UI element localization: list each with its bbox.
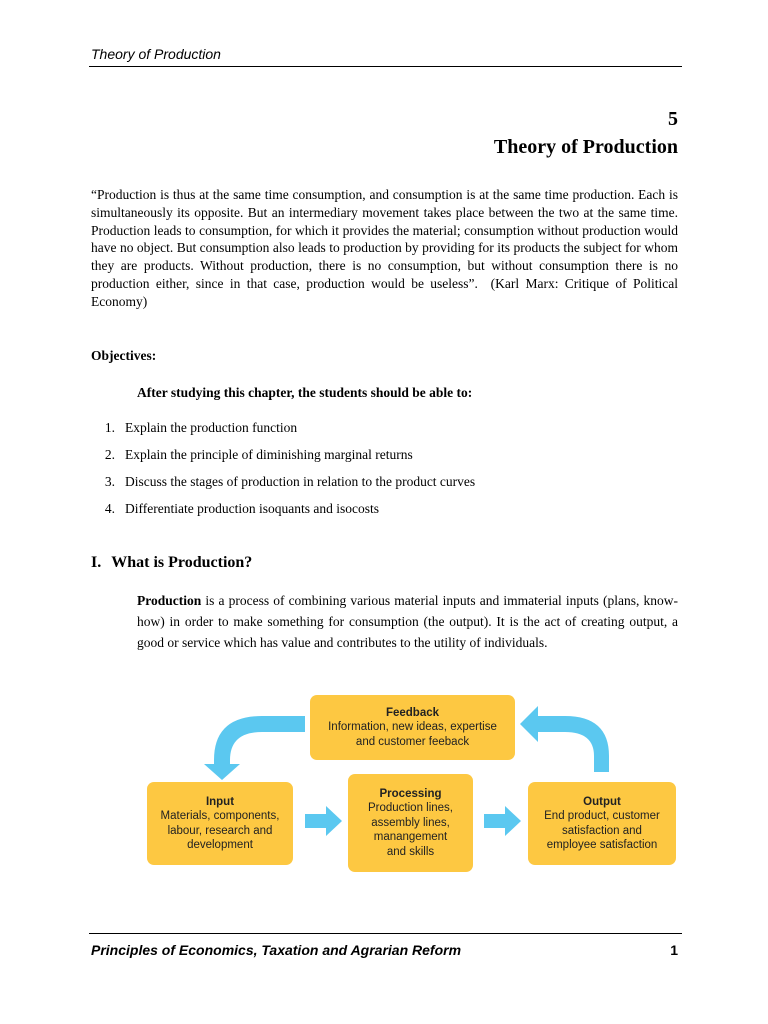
running-header: Theory of Production (91, 46, 221, 62)
feedback-box: Feedback Information, new ideas, expertise and customer feeback (310, 695, 515, 760)
objectives-list (91, 420, 475, 528)
production-definition: Production is a process of combining various material inputs and immaterial inputs (plans, know-how) in order to make something for consumption (the output). It is the act of creating output, a good or service which has value and contributes to the utility of individuals. (137, 593, 679, 650)
objective-item: 1. Explain the production function (104, 420, 298, 435)
section-heading: I. What is Production? (91, 554, 253, 571)
processing-box: Processing Production lines, assembly lines, manangement and skills (348, 774, 473, 872)
header-rule (89, 66, 682, 67)
footer-rule (89, 933, 682, 934)
output-to-feedback-arrow (520, 706, 609, 772)
objective-item: 2. Explain the principle of diminishing marginal returns (104, 447, 413, 462)
chapter-title: Theory of Production (493, 136, 678, 158)
input-box: Input Materials, components, labour, research and development (147, 782, 293, 865)
quote-text: “Production is thus at the same time consumption, and consumption is at the same time production. Each is simultaneously its opposite. But an intermediary movement takes place between the two at the same time. Production leads to consumption, for which it provides the material; consumption without production would have no object. But consumption also leads to production by providing for its products the subject for whom they are products. Without production, there is no consumption, but without consumption there is no production either, since in that case, production would be useless”. (91, 187, 678, 291)
objective-item: 4. Differentiate production isoquants and isocosts (104, 501, 379, 516)
processing-to-output-arrow (484, 806, 521, 836)
input-to-processing-arrow (305, 806, 342, 836)
page-number: 1 (670, 942, 678, 958)
quote-source: (Karl Marx: Critique of Political Economy) (91, 275, 678, 309)
defined-term: Production (137, 593, 202, 608)
objectives-intro: After studying this chapter, the students should be able to: (137, 385, 473, 400)
objective-item: 3. Discuss the stages of production in relation to the product curves (104, 474, 476, 489)
objectives-heading: Objectives: (91, 348, 157, 363)
chapter-number: 5 (668, 108, 678, 130)
output-box: Output End product, customer satisfaction and employee satisfaction (528, 782, 676, 865)
epigraph-quote (91, 186, 678, 311)
feedback-to-input-arrow (204, 716, 305, 780)
footer-book-title: Principles of Economics, Taxation and Agrarian Reform (91, 942, 462, 958)
